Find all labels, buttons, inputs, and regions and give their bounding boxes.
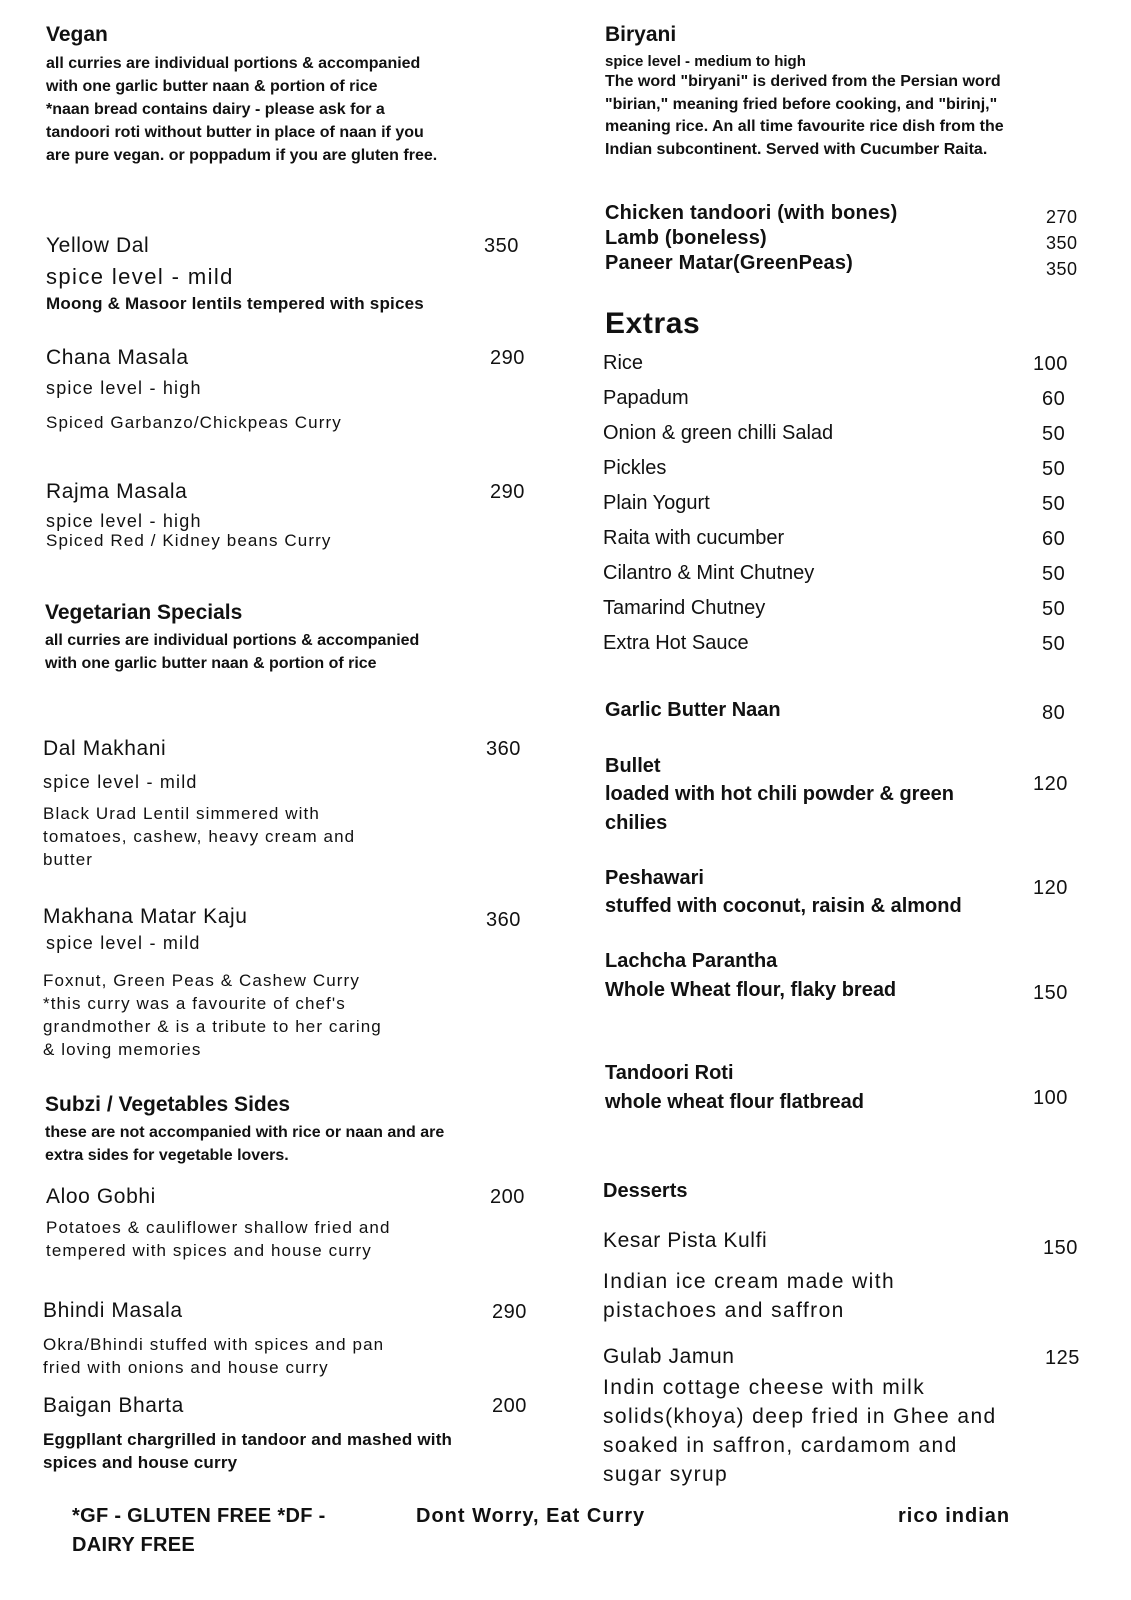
bread-price: 80 <box>1042 702 1066 724</box>
extra-item-price: 50 <box>1042 493 1066 515</box>
menu-item-price: 200 <box>490 1186 525 1208</box>
bread-name: Tandoori Roti <box>605 1062 734 1084</box>
footer-brand: rico indian <box>898 1505 1011 1527</box>
menu-item-name: Rajma Masala <box>46 480 188 503</box>
menu-item-price: 200 <box>492 1395 527 1417</box>
section-note-subzi: these are not accompanied with rice or naan and are extra sides for vegetable lovers. <box>45 1124 445 1164</box>
footer-legend: *GF - GLUTEN FREE *DF - DAIRY FREE <box>72 1505 326 1556</box>
extra-item-price: 60 <box>1042 388 1066 410</box>
menu-item-desc: Moong & Masoor lentils tempered with spices <box>46 294 424 313</box>
menu-item-price: 350 <box>484 235 519 257</box>
bread-name: Peshawari <box>605 867 704 889</box>
section-note-veg-specials: all curries are individual portions & accompanied with one garlic butter naan & portion of rice <box>45 632 420 672</box>
dessert-name: Kesar Pista Kulfi <box>603 1229 768 1252</box>
section-title-vegan: Vegan <box>46 23 108 46</box>
menu-item-name: Paneer Matar(GreenPeas) <box>605 252 854 274</box>
spice-level: spice level - high <box>46 511 202 531</box>
extra-item-price: 50 <box>1042 563 1066 585</box>
extra-item-name: Cilantro & Mint Chutney <box>603 562 815 584</box>
bread-desc: loaded with hot chili powder & green chilies <box>605 783 954 834</box>
spice-level: spice level - mild <box>46 264 234 289</box>
menu-item-price: 290 <box>490 347 525 369</box>
extra-item-name: Papadum <box>603 387 689 409</box>
extra-item-name: Plain Yogurt <box>603 492 710 514</box>
bread-price: 100 <box>1033 1087 1068 1109</box>
spice-level: spice level - mild <box>43 772 198 792</box>
extra-item-name: Pickles <box>603 457 667 479</box>
menu-item-name: Dal Makhani <box>43 737 167 760</box>
dessert-desc: Indin cottage cheese with milk solids(khoya) deep fried in Ghee and soaked in saffron, cardamom and sugar syrup <box>603 1376 997 1486</box>
extra-item-price: 50 <box>1042 633 1066 655</box>
extra-item-name: Raita with cucumber <box>603 527 785 549</box>
menu-item-price: 270 <box>1046 207 1078 227</box>
spice-level: spice level - medium to high <box>605 53 806 70</box>
menu-item-desc: Foxnut, Green Peas & Cashew Curry *this curry was a favourite of chef's grandmother & is a tribute to her caring & loving memories <box>43 971 382 1059</box>
bread-name: Lachcha Parantha <box>605 950 778 972</box>
dessert-price: 125 <box>1045 1347 1080 1369</box>
menu-item-name: Makhana Matar Kaju <box>43 905 248 928</box>
extra-item-name: Rice <box>603 352 644 374</box>
section-title-veg-specials: Vegetarian Specials <box>45 601 243 624</box>
bread-desc: whole wheat flour flatbread <box>605 1091 864 1113</box>
menu-item-price: 360 <box>486 738 521 760</box>
section-title-biryani: Biryani <box>605 23 677 46</box>
menu-item-name: Bhindi Masala <box>43 1299 183 1322</box>
menu-item-name: Baigan Bharta <box>43 1394 184 1417</box>
menu-item-name: Chana Masala <box>46 346 189 369</box>
menu-item-price: 290 <box>490 481 525 503</box>
menu-item-price: 350 <box>1046 233 1078 253</box>
extra-item-name: Onion & green chilli Salad <box>603 422 834 444</box>
dessert-price: 150 <box>1043 1237 1078 1259</box>
bread-price: 120 <box>1033 877 1068 899</box>
menu-item-desc: Potatoes & cauliflower shallow fried and tempered with spices and house curry <box>46 1218 391 1260</box>
dessert-desc: Indian ice cream made with pistachoes and saffron <box>603 1270 896 1322</box>
extra-item-name: Tamarind Chutney <box>603 597 766 619</box>
extra-item-price: 100 <box>1033 353 1068 375</box>
bread-desc: stuffed with coconut, raisin & almond <box>605 895 962 917</box>
menu-item-desc: Eggpllant chargrilled in tandoor and mashed with spices and house curry <box>43 1430 453 1472</box>
menu-item-desc: Okra/Bhindi stuffed with spices and pan fried with onions and house curry <box>43 1335 385 1377</box>
bread-desc: Whole Wheat flour, flaky bread <box>605 979 897 1001</box>
menu-item-desc: Spiced Garbanzo/Chickpeas Curry <box>46 413 342 432</box>
menu-item-price: 360 <box>486 909 521 931</box>
spice-level: spice level - mild <box>46 933 201 953</box>
menu-item-price: 350 <box>1046 259 1078 279</box>
menu-item-name: Lamb (boneless) <box>605 227 767 249</box>
menu-item-desc: Black Urad Lentil simmered with tomatoes, cashew, heavy cream and butter <box>43 804 356 869</box>
section-title-extras: Extras <box>605 307 701 340</box>
bread-price: 120 <box>1033 773 1068 795</box>
menu-item-desc: Spiced Red / Kidney beans Curry <box>46 531 332 550</box>
menu-item-name: Chicken tandoori (with bones) <box>605 202 898 224</box>
extra-item-name: Extra Hot Sauce <box>603 632 749 654</box>
section-desc-biryani: The word "biryani" is derived from the Persian word "birian," meaning fried before cooking, and "birinj," meaning rice. An all time favourite rice dish from the Indian subcontinent. Served with Cucumber Raita. <box>605 73 1004 158</box>
section-note-vegan: all curries are individual portions & accompanied with one garlic butter naan & portion of rice *naan bread contains dairy - please ask for a tandoori roti without butter in place of naan if you are pure vegan. or poppadum if you are gluten free. <box>46 55 438 164</box>
section-title-desserts: Desserts <box>603 1180 688 1202</box>
menu-item-price: 290 <box>492 1301 527 1323</box>
bread-name: Garlic Butter Naan <box>605 699 781 721</box>
menu-item-name: Yellow Dal <box>46 234 150 257</box>
bread-price: 150 <box>1033 982 1068 1004</box>
spice-level: spice level - high <box>46 378 202 398</box>
footer-tagline: Dont Worry, Eat Curry <box>416 1505 646 1527</box>
extra-item-price: 50 <box>1042 458 1066 480</box>
dessert-name: Gulab Jamun <box>603 1345 735 1368</box>
section-title-subzi: Subzi / Vegetables Sides <box>45 1093 291 1116</box>
menu-item-name: Aloo Gobhi <box>46 1185 156 1208</box>
extra-item-price: 50 <box>1042 598 1066 620</box>
bread-name: Bullet <box>605 755 661 777</box>
extra-item-price: 60 <box>1042 528 1066 550</box>
extra-item-price: 50 <box>1042 423 1066 445</box>
